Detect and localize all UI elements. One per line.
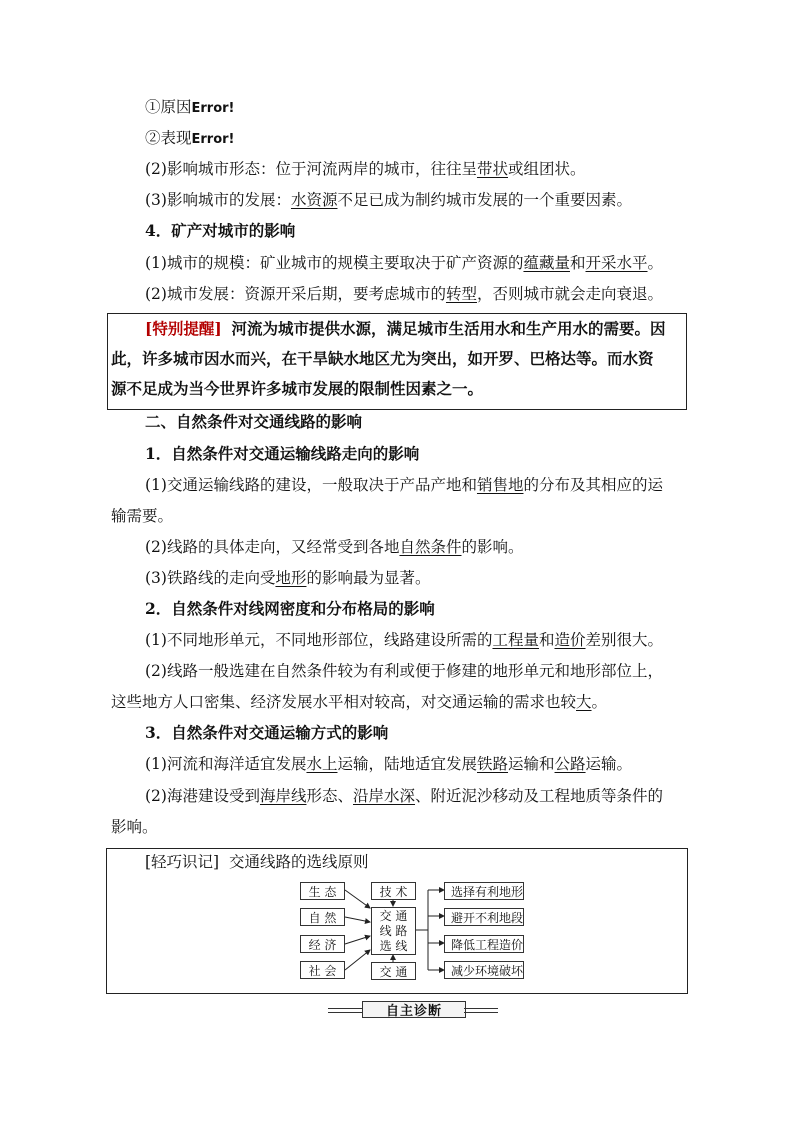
line-railway: (3)铁路线的走向受地形的影响最为显著。 <box>145 569 431 587</box>
line-route-selection-cont: 这些地方人口密集、经济发展水平相对较高，对交通运输的需求也较大。 <box>111 693 608 711</box>
line-route-construction: (1)交通运输线路的建设，一般取决于产品产地和销售地的分布及其相应的运 <box>145 476 663 494</box>
line-route-construction-cont: 输需要。 <box>111 507 174 525</box>
node-transport: 交 通 <box>371 962 416 980</box>
heading-network-density: 2．自然条件对线网密度和分布格局的影响 <box>145 599 435 618</box>
node-favorable-terrain: 选择有利地形 <box>444 882 524 900</box>
line-route-specific: (2)线路的具体走向，又经常受到各地自然条件的影响。 <box>145 538 524 556</box>
line-seaport: (2)海港建设受到海岸线形态、沿岸水深、附近泥沙移动及工程地质等条件的 <box>145 787 664 805</box>
banner-rule-right <box>464 1008 498 1013</box>
node-reduce-damage: 减少环境破坏 <box>444 961 524 979</box>
memo-title: 交通线路的选线原则 <box>228 853 369 871</box>
section-heading-transport: 二、自然条件对交通线路的影响 <box>145 412 363 431</box>
node-society: 社 会 <box>300 961 345 979</box>
node-nature: 自 然 <box>300 908 345 926</box>
self-diagnosis-banner: 自主诊断 <box>362 1001 466 1018</box>
line-city-development: (3)影响城市的发展：水资源不足已成为制约城市发展的一个重要因素。 <box>145 191 632 209</box>
line-route-selection: (2)线路一般选建在自然条件较为有利或便于修建的地形单元和地形部位上， <box>145 662 663 680</box>
node-economy: 经 济 <box>300 935 345 953</box>
line-transport-mode: (1)河流和海洋适宜发展水上运输，陆地适宜发展铁路运输和公路运输。 <box>145 755 633 773</box>
memo-tag: [轻巧识记] <box>145 853 220 871</box>
line-city-form: (2)影响城市形态：位于河流两岸的城市，往往呈带状或组团状。 <box>145 160 586 178</box>
line-terrain-cost: (1)不同地形单元，不同地形部位，线路建设所需的工程量和造价差别很大。 <box>145 631 664 649</box>
line-cause: ①原因Error! <box>145 98 235 116</box>
reminder-line-2: 此，许多城市因水而兴，在干旱缺水地区尤为突出，如开罗、巴格达等。而水资 <box>111 349 654 368</box>
reminder-line-3: 源不足成为当今世界许多城市发展的限制性因素之一。 <box>111 379 484 398</box>
heading-mineral: 4．矿产对城市的影响 <box>145 221 296 240</box>
node-reduce-cost: 降低工程造价 <box>444 935 524 953</box>
line-seaport-cont: 影响。 <box>111 818 158 836</box>
node-route-selection: 交 通 线 路 选 线 <box>371 907 416 955</box>
reminder-line-1: [特别提醒] 河流为城市提供水源，满足城市生活用水和生产用水的需要。因 <box>145 319 666 338</box>
line-transform: (2)城市发展：资源开采后期，要考虑城市的转型，否则城市就会走向衰退。 <box>145 285 663 303</box>
heading-route-direction: 1．自然条件对交通运输线路走向的影响 <box>145 444 420 463</box>
node-technology: 技 术 <box>371 882 416 900</box>
line-manifestation: ②表现Error! <box>145 129 235 147</box>
reminder-tag: [特别提醒] <box>145 319 222 338</box>
line-city-scale: (1)城市的规模：矿业城市的规模主要取决于矿产资源的蕴藏量和开采水平。 <box>145 254 664 272</box>
heading-transport-mode: 3．自然条件对交通运输方式的影响 <box>145 723 389 742</box>
banner-rule-left <box>328 1008 362 1013</box>
node-avoid-bad-sections: 避开不利地段 <box>444 908 524 926</box>
node-ecology: 生 态 <box>300 882 345 900</box>
